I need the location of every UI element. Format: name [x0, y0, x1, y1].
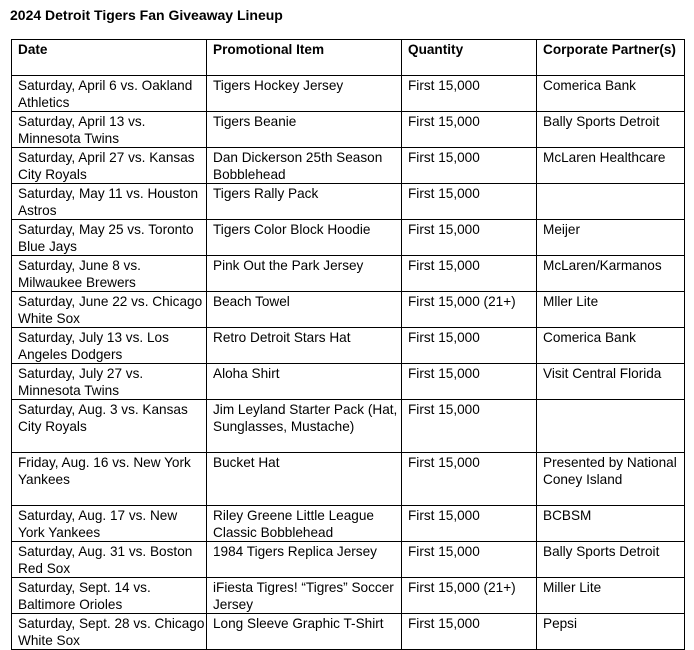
- column-header-quantity: Quantity: [402, 40, 537, 76]
- table-row: [12, 506, 685, 542]
- item-cell: Pink Out the Park Jersey: [207, 256, 402, 292]
- date-cell: Friday, Aug. 16 vs. New York Yankees: [12, 453, 207, 506]
- page-title: 2024 Detroit Tigers Fan Giveaway Lineup: [10, 7, 283, 23]
- quantity-cell: First 15,000: [402, 184, 537, 220]
- date-cell: Saturday, Aug. 3 vs. Kansas City Royals: [12, 400, 207, 453]
- item-cell: Retro Detroit Stars Hat: [207, 328, 402, 364]
- date-cell: Saturday, June 8 vs. Milwaukee Brewers: [12, 256, 207, 292]
- partner-cell: Bally Sports Detroit: [537, 542, 685, 578]
- quantity-cell: First 15,000: [402, 76, 537, 112]
- partner-cell: Comerica Bank: [537, 76, 685, 112]
- quantity-cell: First 15,000: [402, 506, 537, 542]
- column-header-partner: Corporate Partner(s): [537, 40, 685, 76]
- partner-cell: Miller Lite: [537, 578, 685, 614]
- partner-cell: McLaren/Karmanos: [537, 256, 685, 292]
- table-row: [12, 76, 685, 112]
- quantity-cell: First 15,000: [402, 400, 537, 453]
- date-cell: Saturday, July 13 vs. Los Angeles Dodgers: [12, 328, 207, 364]
- item-cell: Bucket Hat: [207, 453, 402, 506]
- item-cell: iFiesta Tigres! “Tigres” Soccer Jersey: [207, 578, 402, 614]
- giveaway-table: [11, 39, 685, 650]
- table-row: [12, 578, 685, 614]
- partner-cell: Comerica Bank: [537, 328, 685, 364]
- quantity-cell: First 15,000: [402, 542, 537, 578]
- table-row: [12, 112, 685, 148]
- table-row: [12, 614, 685, 650]
- partner-cell: McLaren Healthcare: [537, 148, 685, 184]
- date-cell: Saturday, June 22 vs. Chicago White Sox: [12, 292, 207, 328]
- item-cell: 1984 Tigers Replica Jersey: [207, 542, 402, 578]
- date-cell: Saturday, May 25 vs. Toronto Blue Jays: [12, 220, 207, 256]
- date-cell: Saturday, Aug. 17 vs. New York Yankees: [12, 506, 207, 542]
- item-cell: Long Sleeve Graphic T-Shirt: [207, 614, 402, 650]
- date-cell: Saturday, Sept. 14 vs. Baltimore Orioles: [12, 578, 207, 614]
- date-cell: Saturday, July 27 vs. Minnesota Twins: [12, 364, 207, 400]
- quantity-cell: First 15,000: [402, 148, 537, 184]
- table-row: [12, 256, 685, 292]
- table-row: [12, 148, 685, 184]
- item-cell: Beach Towel: [207, 292, 402, 328]
- quantity-cell: First 15,000: [402, 453, 537, 506]
- partner-cell: [537, 184, 685, 220]
- partner-cell: Meijer: [537, 220, 685, 256]
- table-row: [12, 542, 685, 578]
- date-cell: Saturday, Aug. 31 vs. Boston Red Sox: [12, 542, 207, 578]
- partner-cell: [537, 400, 685, 453]
- partner-cell: Visit Central Florida: [537, 364, 685, 400]
- quantity-cell: First 15,000 (21+): [402, 578, 537, 614]
- quantity-cell: First 15,000: [402, 220, 537, 256]
- partner-cell: Pepsi: [537, 614, 685, 650]
- table-header-row: [12, 40, 685, 76]
- item-cell: Riley Greene Little League Classic Bobblehead: [207, 506, 402, 542]
- item-cell: Tigers Beanie: [207, 112, 402, 148]
- date-cell: Saturday, April 27 vs. Kansas City Royals: [12, 148, 207, 184]
- partner-cell: Mller Lite: [537, 292, 685, 328]
- quantity-cell: First 15,000 (21+): [402, 292, 537, 328]
- column-header-item: Promotional Item: [207, 40, 402, 76]
- table-row: [12, 400, 685, 453]
- partner-cell: Bally Sports Detroit: [537, 112, 685, 148]
- partner-cell: BCBSM: [537, 506, 685, 542]
- quantity-cell: First 15,000: [402, 112, 537, 148]
- quantity-cell: First 15,000: [402, 614, 537, 650]
- quantity-cell: First 15,000: [402, 364, 537, 400]
- table-row: [12, 292, 685, 328]
- table-row: [12, 184, 685, 220]
- table-row: [12, 220, 685, 256]
- date-cell: Saturday, May 11 vs. Houston Astros: [12, 184, 207, 220]
- table-row: [12, 328, 685, 364]
- item-cell: Tigers Color Block Hoodie: [207, 220, 402, 256]
- item-cell: Jim Leyland Starter Pack (Hat, Sunglasses, Mustache): [207, 400, 402, 453]
- table-row: [12, 453, 685, 506]
- item-cell: Tigers Rally Pack: [207, 184, 402, 220]
- item-cell: Dan Dickerson 25th Season Bobblehead: [207, 148, 402, 184]
- column-header-date: Date: [12, 40, 207, 76]
- date-cell: Saturday, April 13 vs. Minnesota Twins: [12, 112, 207, 148]
- item-cell: Aloha Shirt: [207, 364, 402, 400]
- date-cell: Saturday, Sept. 28 vs. Chicago White Sox: [12, 614, 207, 650]
- date-cell: Saturday, April 6 vs. Oakland Athletics: [12, 76, 207, 112]
- table-row: [12, 364, 685, 400]
- quantity-cell: First 15,000: [402, 328, 537, 364]
- quantity-cell: First 15,000: [402, 256, 537, 292]
- item-cell: Tigers Hockey Jersey: [207, 76, 402, 112]
- partner-cell: Presented by National Coney Island: [537, 453, 685, 506]
